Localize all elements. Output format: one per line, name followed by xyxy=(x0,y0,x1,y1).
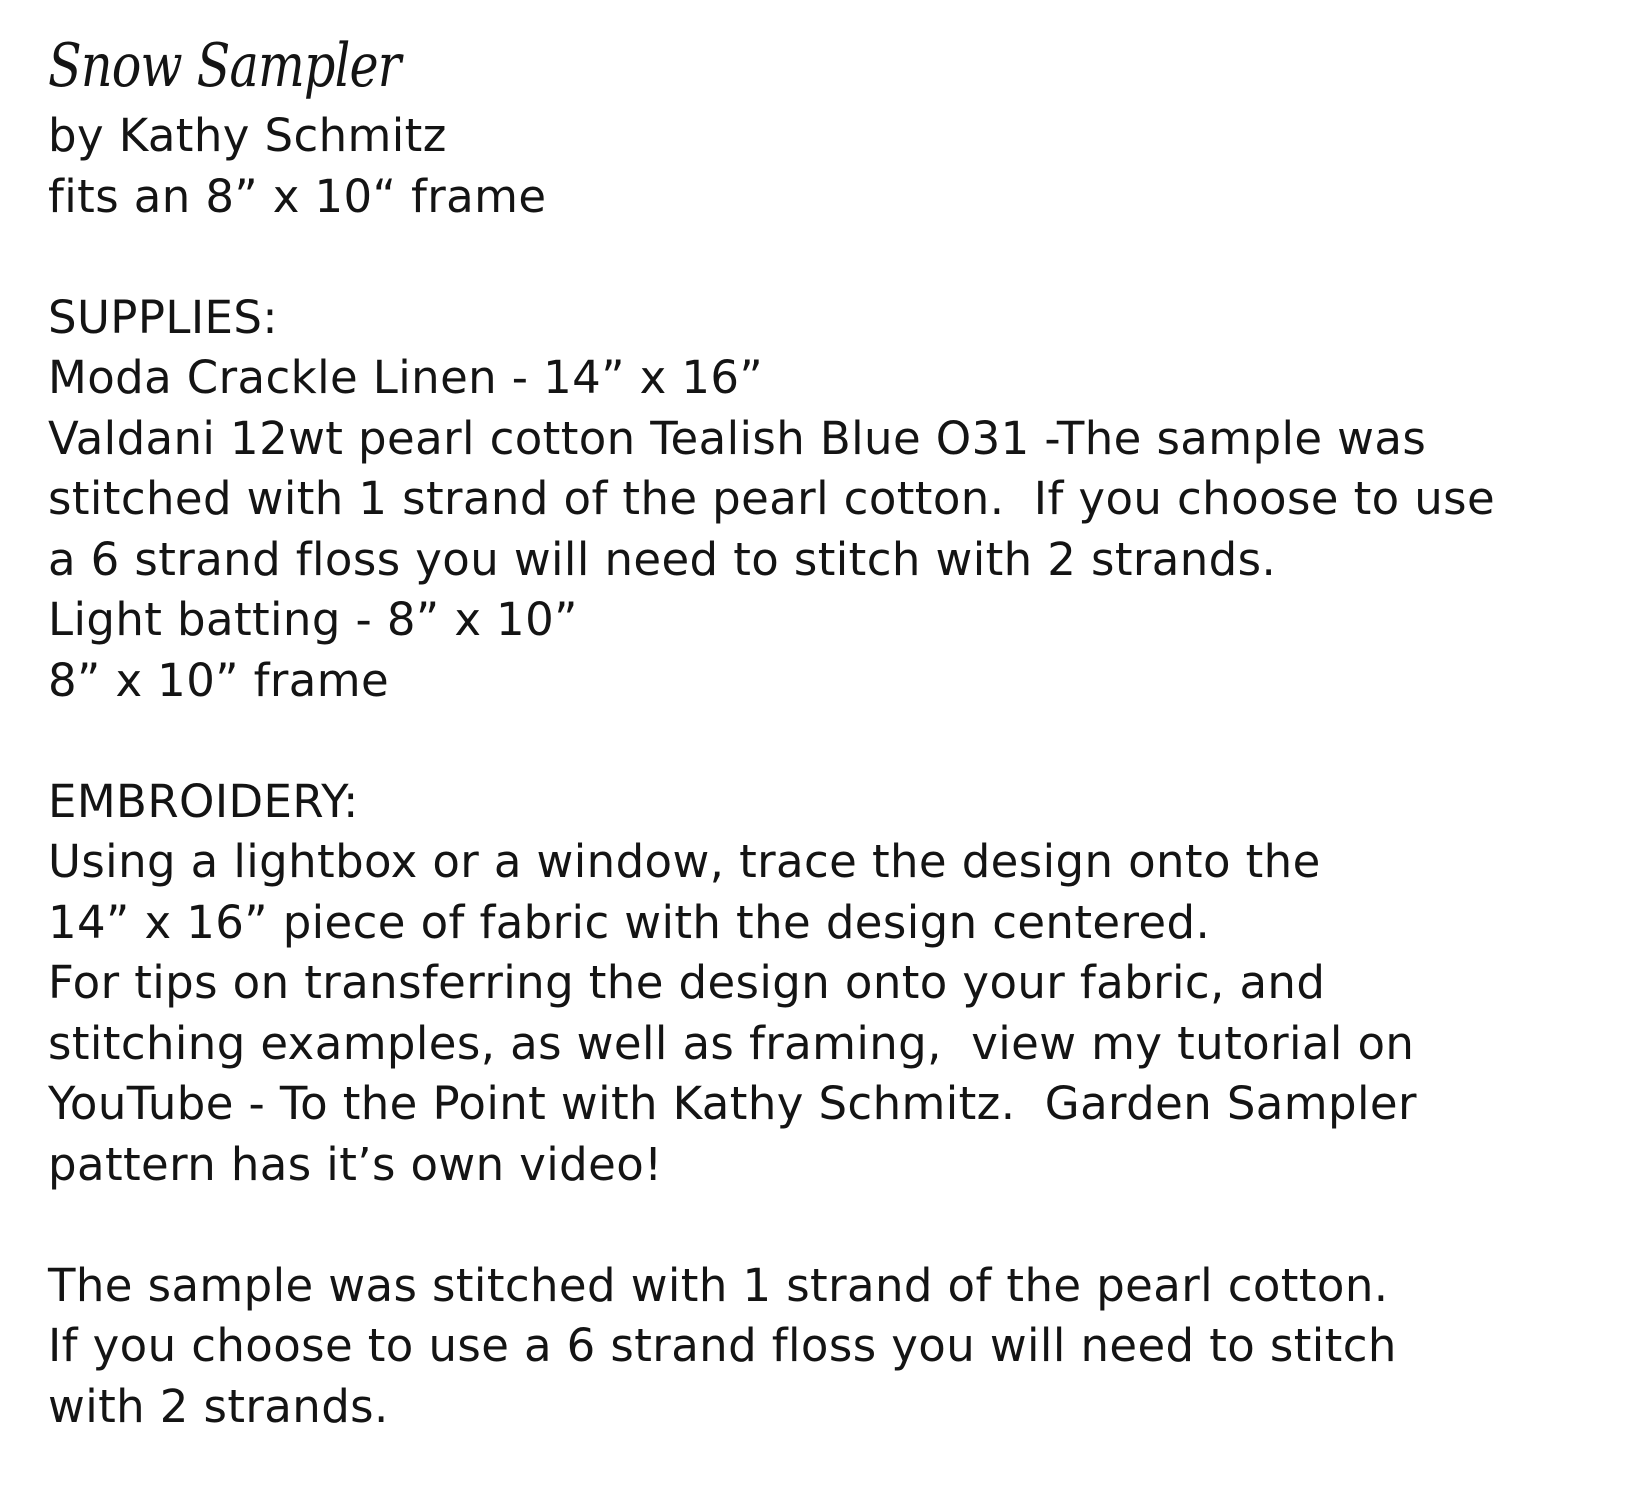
sample-note-line: If you choose to use a 6 strand floss you will need to stitch xyxy=(48,1319,1397,1372)
section-spacer xyxy=(48,1195,1638,1256)
supplies-line: Light batting - 8” x 10” xyxy=(48,593,578,646)
designer-byline: by Kathy Schmitz xyxy=(48,109,447,162)
sample-note-line: The sample was stitched with 1 strand of the pearl cotton. xyxy=(48,1258,1389,1312)
supplies-line: 8” x 10” frame xyxy=(48,653,390,707)
supplies-line: Valdani 12wt pearl cotton Tealish Blue O31 -The sample was xyxy=(48,411,1427,465)
embroidery-line: For tips on transferring the design onto your fabric, and xyxy=(48,956,1326,1009)
supplies-line: a 6 strand floss you will need to stitch with 2 strands. xyxy=(48,532,1277,586)
supplies-heading: SUPPLIES: xyxy=(48,290,278,344)
embroidery-line: 14” x 16” piece of fabric with the design centered. xyxy=(48,895,1211,949)
embroidery-line: pattern has it’s own video! xyxy=(48,1137,663,1191)
pattern-instructions xyxy=(48,26,1638,1437)
section-spacer xyxy=(48,711,1638,772)
embroidery-line: stitching examples, as well as framing, view my tutorial on xyxy=(48,1016,1415,1070)
sample-note-line: with 2 strands. xyxy=(48,1379,389,1433)
embroidery-line: YouTube - To the Point with Kathy Schmitz. Garden Sampler xyxy=(48,1077,1417,1130)
supplies-line: Moda Crackle Linen - 14” x 16” xyxy=(48,351,764,404)
supplies-line: stitched with 1 strand of the pearl cotton. If you choose to use xyxy=(48,472,1496,525)
pattern-title: Snow Sampler xyxy=(48,31,401,101)
embroidery-line: Using a lightbox or a window, trace the design onto the xyxy=(48,835,1321,888)
frame-size-note: fits an 8” x 10“ frame xyxy=(48,169,547,223)
section-spacer xyxy=(48,227,1638,288)
embroidery-heading: EMBROIDERY: xyxy=(48,774,359,828)
